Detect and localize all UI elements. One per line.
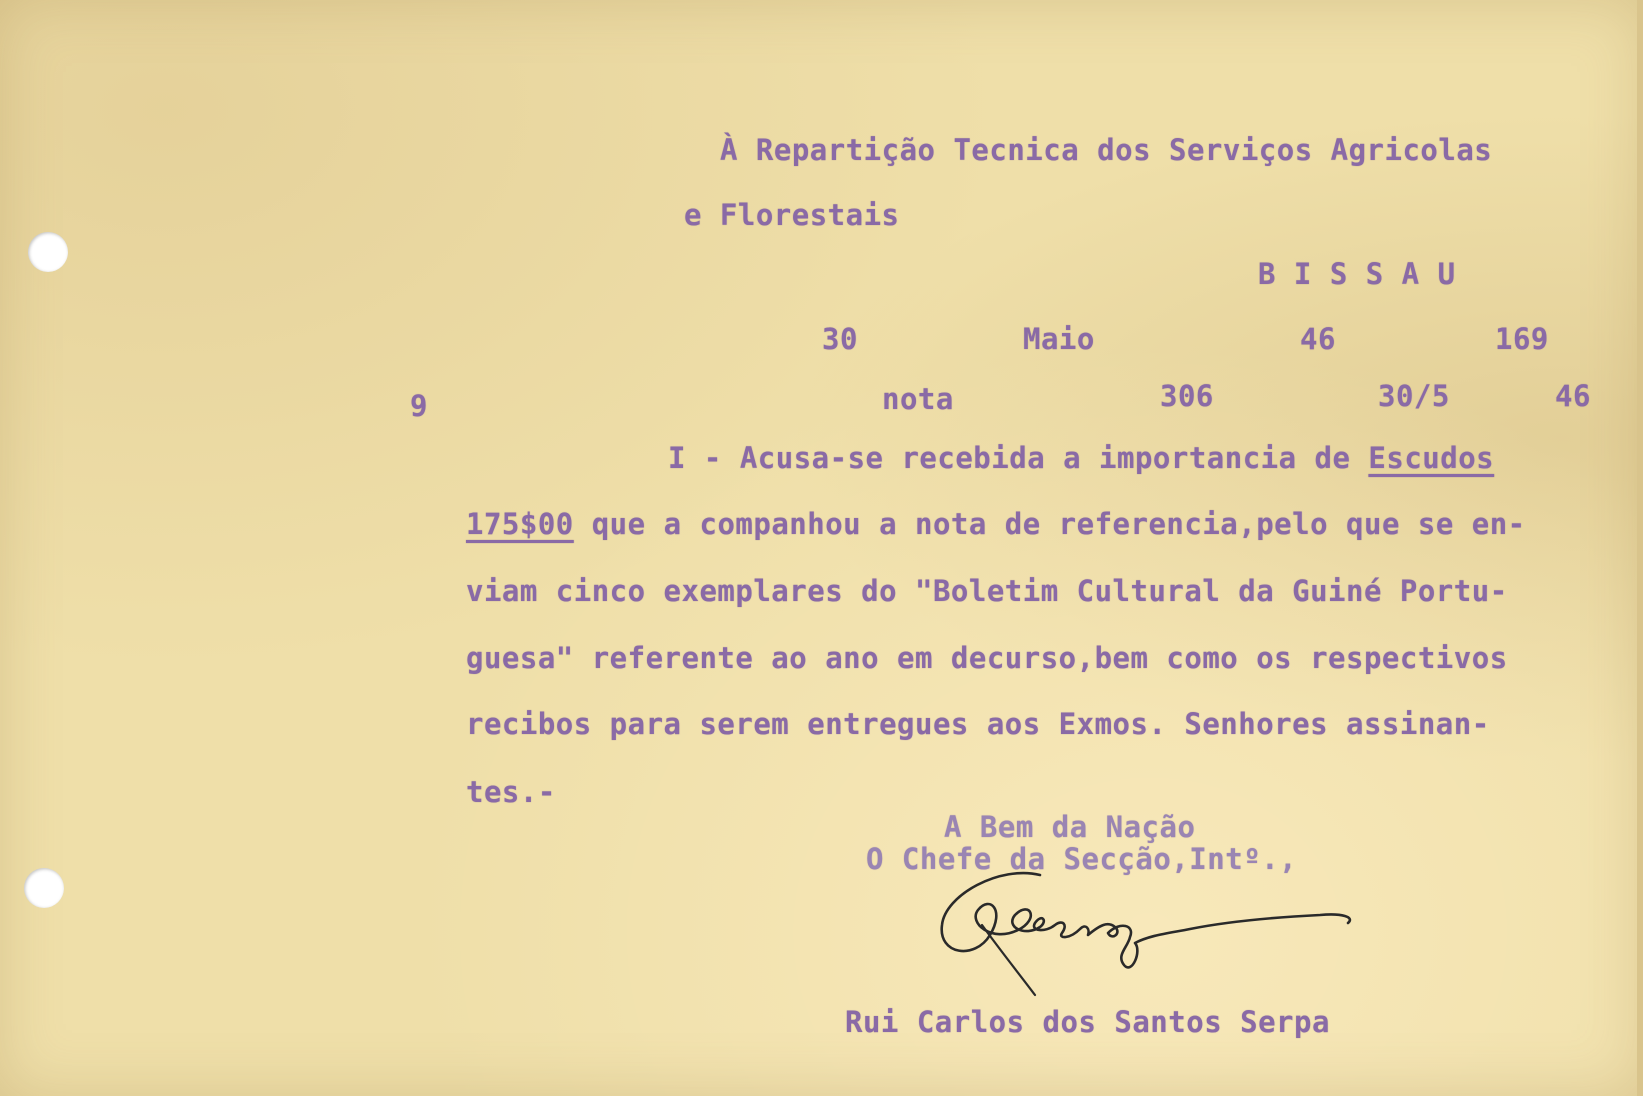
date-year: 46: [1300, 322, 1336, 356]
amount: 175$00: [466, 507, 574, 541]
reference-number: 306: [1160, 379, 1214, 413]
date-month: Maio: [1023, 322, 1095, 356]
punch-hole-bottom: [24, 868, 64, 908]
date-day: 30: [822, 322, 858, 356]
body-line-4: guesa" referente ao ano em decurso,bem como os respectivos: [466, 641, 1508, 675]
body-line-6: tes.-: [466, 775, 556, 809]
addressee-line-1: À Repartição Tecnica dos Serviços Agricolas: [720, 133, 1493, 167]
signatory-title: O Chefe da Secção,Intº.,: [866, 842, 1298, 876]
reference-date: 30/5: [1378, 379, 1450, 413]
document-number: 169: [1495, 322, 1549, 356]
body-line-3: viam cinco exemplares do "Boletim Cultural da Guiné Portu-: [466, 574, 1508, 608]
currency-label: Escudos: [1368, 441, 1495, 475]
handwritten-signature: [930, 855, 1380, 1005]
body-line-1: [668, 441, 1494, 475]
reference-type: nota: [882, 382, 954, 416]
paper-edge: [1637, 0, 1643, 1096]
body-line-1-text: I - Acusa-se recebida a importancia de: [668, 441, 1369, 475]
salutation: A Bem da Nação: [944, 810, 1196, 844]
reference-year: 46: [1555, 379, 1591, 413]
margin-number: 9: [410, 389, 428, 423]
addressee-line-2: e Florestais: [684, 198, 900, 232]
city: B I S S A U: [1258, 257, 1456, 291]
punch-hole-top: [28, 232, 68, 272]
body-line-5: recibos para serem entregues aos Exmos. Senhores assinan-: [466, 707, 1490, 741]
body-line-2: [466, 507, 1526, 541]
body-line-2-text: que a companhou a nota de referencia,pelo que se en-: [573, 507, 1526, 541]
signatory-name: Rui Carlos dos Santos Serpa: [845, 1005, 1330, 1039]
